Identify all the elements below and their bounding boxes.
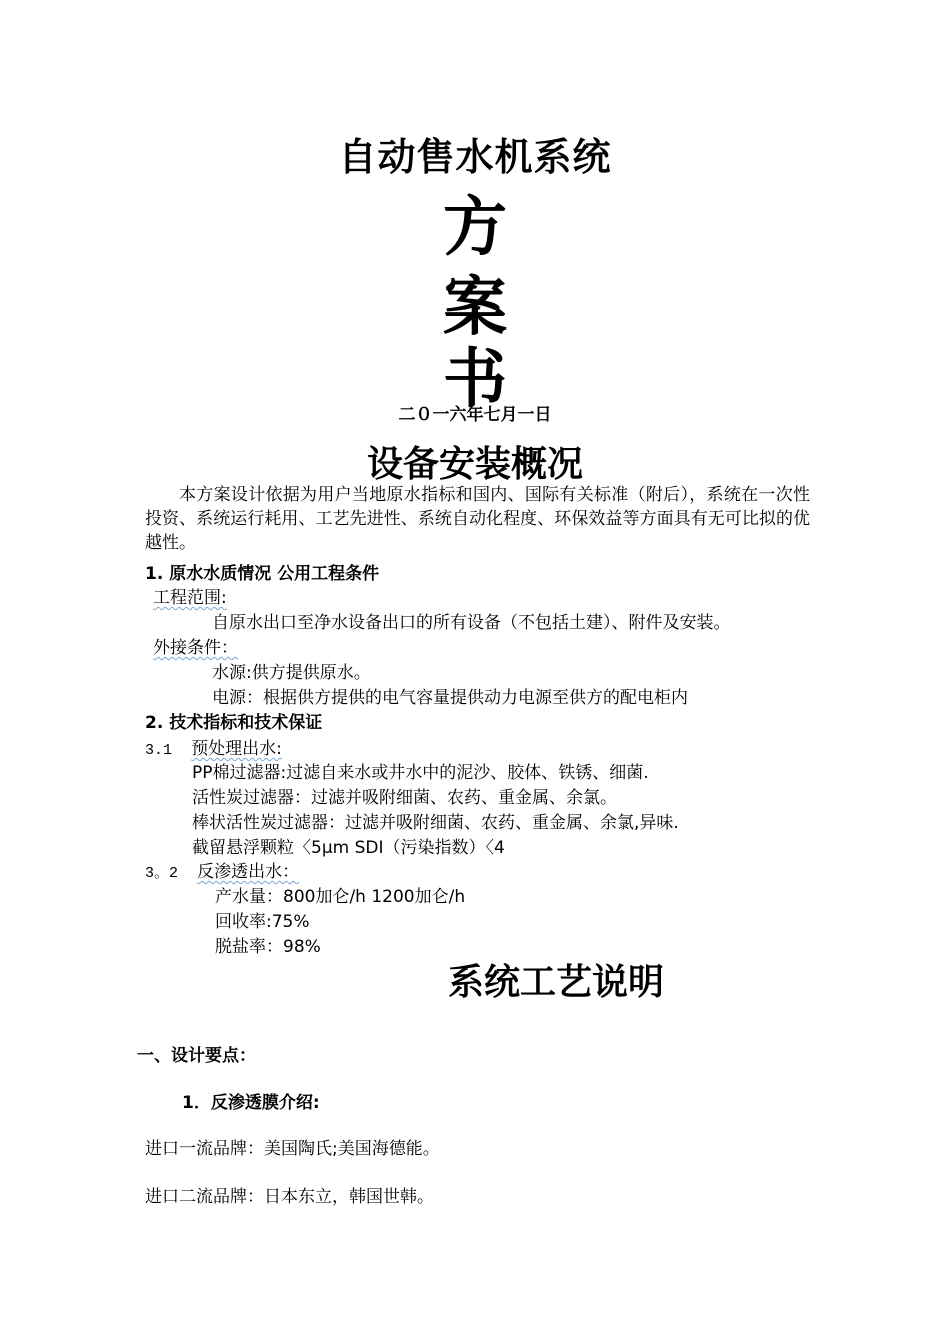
document-date: 二０一六年七月一日 — [398, 405, 552, 425]
external-conditions-text: 外接条件： — [153, 638, 238, 658]
title-char-fang: 方 — [443, 191, 507, 265]
subsection-3-1 — [145, 734, 282, 759]
recovery-rate: 回收率:75% — [215, 912, 310, 932]
scope-text: 自原水出口至净水设备出口的所有设备（不包括土建）、附件及安装。 — [212, 613, 731, 633]
subsection-3-2 — [145, 857, 299, 882]
output-rate: 产水量：800加仑/h 1200加仑/h — [215, 887, 466, 907]
ro-membrane-intro-heading: 1．反渗透膜介绍: — [182, 1093, 320, 1113]
brand-tier-1: 进口一流品牌：美国陶氏;美国海德能。 — [145, 1139, 440, 1159]
external-conditions-label — [153, 633, 238, 658]
desalination-rate: 脱盐率：98% — [215, 937, 321, 957]
section-1-title: 1. 原水水质情况 公用工程条件 — [145, 564, 380, 584]
design-points-heading: 一、设计要点： — [137, 1046, 256, 1066]
scope-label-text: 工程范围: — [153, 588, 227, 608]
subsection-3-1-label: 预处理出水: — [191, 739, 282, 759]
intro-paragraph: 本方案设计依据为用户当地原水指标和国内、国际有关标准（附后），系统在一次性投资、系统运行耗用、工艺先进性、系统自动化程度、环保效益等方面具有无可比拟的优越性。 — [145, 485, 810, 553]
subsection-3-2-label: 反渗透出水： — [197, 862, 300, 882]
carbon-filter-text: 活性炭过滤器：过滤并吸附细菌、农药、重金属、余氯。 — [192, 788, 617, 808]
water-source: 水源:供方提供原水。 — [212, 663, 371, 683]
power-source: 电源：根据供方提供的电气容量提供动力电源至供方的配电柜内 — [212, 688, 688, 708]
title-char-shu: 书 — [443, 343, 507, 417]
pp-filter-text: PP棉过滤器:过滤自来水或井水中的泥沙、胶体、铁锈、细菌. — [192, 763, 649, 783]
section-2-title: 2. 技术指标和技术保证 — [145, 713, 323, 733]
section-heading-overview: 设备安装概况 — [366, 444, 583, 485]
document-title: 自动售水机系统 — [338, 135, 612, 179]
retention-spec: 截留悬浮颗粒〈5μm SDI（污染指数）〈4 — [192, 838, 505, 858]
title-char-an: 案 — [443, 271, 507, 345]
subsection-3-2-number: 3。2 — [145, 865, 179, 882]
brand-tier-2: 进口二流品牌：日本东立，韩国世韩。 — [145, 1187, 434, 1207]
rod-carbon-filter-text: 棒状活性炭过滤器：过滤并吸附细菌、农药、重金属、余氯,异味. — [192, 813, 679, 833]
scope-label — [153, 583, 227, 608]
subsection-3-1-number: 3.1 — [145, 742, 173, 759]
section-heading-process: 系统工艺说明 — [447, 962, 664, 1003]
